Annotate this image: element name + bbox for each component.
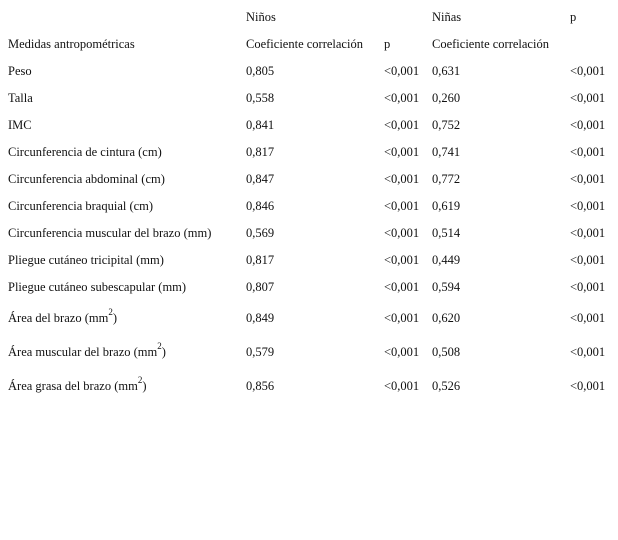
p-boys-cell: <0,001	[384, 378, 420, 393]
r-boys-cell: 0,846	[246, 199, 275, 213]
table-row	[4, 112, 616, 139]
p-boys-cell: <0,001	[384, 310, 420, 325]
r-girls-cell: 0,620	[432, 310, 461, 325]
table-row	[4, 335, 616, 369]
empty-header-cell	[4, 4, 242, 31]
p-girls-cell: <0,001	[570, 118, 606, 132]
p-girls-cell: <0,001	[570, 172, 606, 186]
measure-label: Circunferencia braquial (cm)	[8, 199, 154, 213]
p-girls-top-header: p	[570, 10, 577, 24]
p-girls-cell: <0,001	[570, 64, 606, 78]
r-boys-cell: 0,841	[246, 118, 275, 132]
r-girls-cell: 0,772	[432, 172, 461, 186]
r-girls-cell: 0,508	[432, 344, 461, 359]
p-boys-cell: <0,001	[384, 280, 420, 294]
table-body	[4, 4, 616, 403]
group-header-row	[4, 4, 616, 31]
table-row	[4, 58, 616, 85]
measure-label: Área muscular del brazo $(mm^2)$	[8, 341, 166, 359]
r-girls-cell: 0,526	[432, 378, 461, 393]
column-header-row	[4, 31, 616, 58]
r-boys-cell: 0,569	[246, 226, 275, 240]
table-row	[4, 247, 616, 274]
p-boys-cell: <0,001	[384, 118, 420, 132]
measure-label: Pliegue cutáneo tricipital (mm)	[8, 253, 164, 267]
group-girls-header: Niñas	[432, 10, 462, 24]
table-row	[4, 166, 616, 193]
r-girls-cell: 0,631	[432, 64, 461, 78]
r-girls-cell: 0,594	[432, 280, 461, 294]
r-boys-cell: 0,847	[246, 172, 275, 186]
r-boys-cell: 0,817	[246, 145, 275, 159]
p-boys-cell: <0,001	[384, 91, 420, 105]
p-girls-cell: <0,001	[570, 280, 606, 294]
p-boys-cell: <0,001	[384, 64, 420, 78]
r-boys-cell: 0,817	[246, 253, 275, 267]
p-boys-cell: <0,001	[384, 344, 420, 359]
p-girls-cell: <0,001	[570, 344, 606, 359]
empty-header-cell	[566, 31, 616, 58]
measure-label: IMC	[8, 118, 32, 132]
p-boys-cell: <0,001	[384, 172, 420, 186]
p-boys-cell: <0,001	[384, 199, 420, 213]
correlation-table	[4, 4, 616, 403]
measure-label: Circunferencia de cintura (cm)	[8, 145, 162, 159]
p-boys-cell: <0,001	[384, 253, 420, 267]
r-boys-cell: 0,558	[246, 91, 275, 105]
table-row	[4, 139, 616, 166]
p-boys-header: p	[384, 37, 391, 51]
p-girls-cell: <0,001	[570, 226, 606, 240]
r-girls-cell: 0,449	[432, 253, 461, 267]
r-girls-cell: 0,260	[432, 91, 461, 105]
p-girls-cell: <0,001	[570, 378, 606, 393]
r-girls-cell: 0,741	[432, 145, 461, 159]
empty-header-cell	[380, 4, 428, 31]
measure-label: Talla	[8, 91, 33, 105]
table-row	[4, 369, 616, 403]
r-boys-cell: 0,805	[246, 64, 275, 78]
r-boys-cell: 0,849	[246, 310, 275, 325]
p-boys-cell: <0,001	[384, 226, 420, 240]
p-girls-cell: <0,001	[570, 310, 606, 325]
coef-girls-header: Coeficiente correlación	[432, 37, 549, 51]
p-girls-cell: <0,001	[570, 253, 606, 267]
table-row	[4, 301, 616, 335]
p-girls-cell: <0,001	[570, 91, 606, 105]
r-boys-cell: 0,807	[246, 280, 275, 294]
table-row	[4, 220, 616, 247]
measure-label: Peso	[8, 64, 32, 78]
r-girls-cell: 0,752	[432, 118, 461, 132]
p-boys-cell: <0,001	[384, 145, 420, 159]
group-boys-header: Niños	[246, 10, 276, 24]
table-row	[4, 85, 616, 112]
r-boys-cell: 0,856	[246, 378, 275, 393]
r-girls-cell: 0,619	[432, 199, 461, 213]
measure-label: Circunferencia muscular del brazo (mm)	[8, 226, 212, 240]
measure-label: Pliegue cutáneo subescapular (mm)	[8, 280, 187, 294]
p-girls-cell: <0,001	[570, 145, 606, 159]
measure-label: Área del brazo $(mm^2)$	[8, 307, 117, 325]
p-girls-cell: <0,001	[570, 199, 606, 213]
table-row	[4, 274, 616, 301]
r-girls-cell: 0,514	[432, 226, 461, 240]
measures-header: Medidas antropométricas	[8, 37, 135, 51]
measure-label: Circunferencia abdominal (cm)	[8, 172, 165, 186]
coef-boys-header: Coeficiente correlación	[246, 37, 363, 51]
measure-label: Área grasa del brazo $(mm^2)$	[8, 375, 147, 393]
r-boys-cell: 0,579	[246, 344, 275, 359]
table-row	[4, 193, 616, 220]
